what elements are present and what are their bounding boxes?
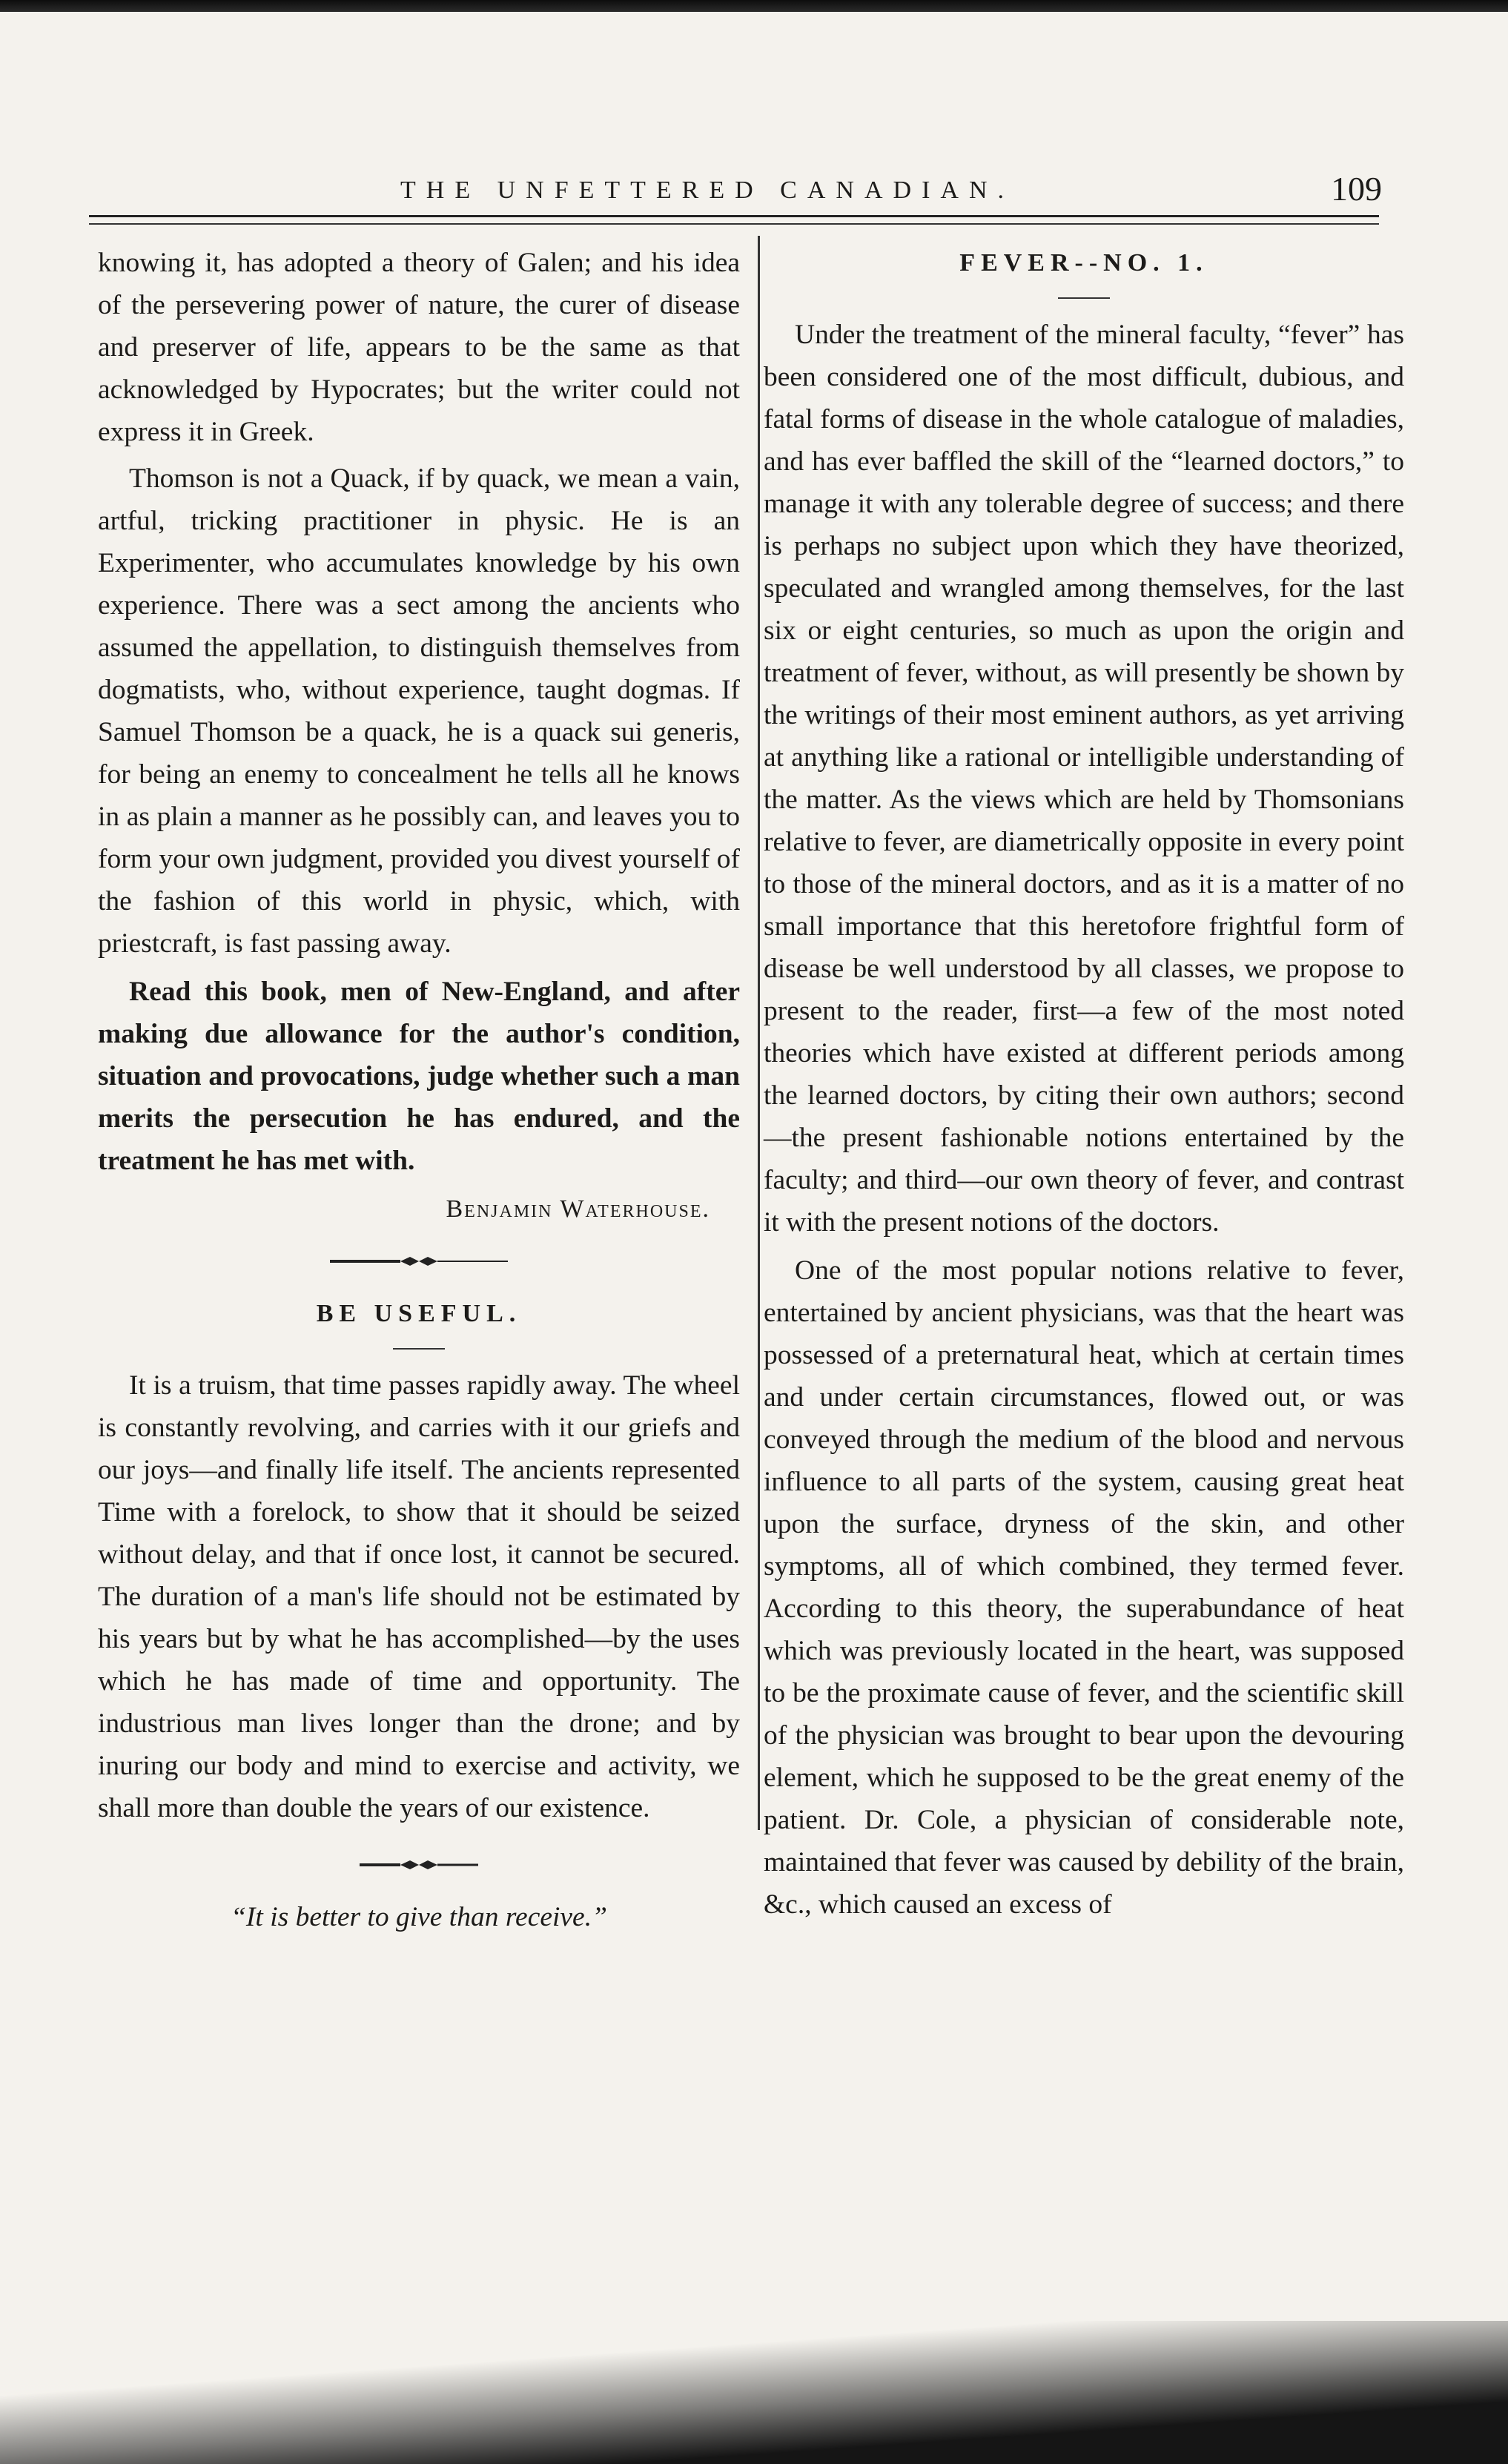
running-head: THE UNFETTERED CANADIAN. [400,176,1015,204]
page-header [89,165,1409,209]
ornament-divider-icon [323,1856,515,1874]
signature: Benjamin Waterhouse. [446,1195,710,1223]
section-title-be-useful: BE USEFUL. [316,1300,522,1327]
section-title-fever: FEVER--NO. 1. [959,249,1208,277]
closing-quote: “It is better to give than receive.” [231,1902,607,1932]
ornament-divider-icon [323,1252,515,1270]
left-column [98,242,740,1938]
left-paragraph-3: Read this book, men of New-England, and after making due allowance for the author's condition, situation and provocations, judge whether such a man merits the persecution he has endured, and the treatment he has met with. [98,977,740,1176]
top-scan-edge [0,0,1508,12]
right-paragraph-2: One of the most popular notions relative to fever, entertained by ancient physicians, was that the heart was possessed of a preternatural heat, which at certain times and under certain circumstances, flowed out, or was conveyed through the medium of the blood and nervous influence to all parts of the system, causing great heat upon the surface, dryness of the skin, and other symptoms, all of which combined, they termed fever. According to this theory, the superabundance of heat which was previously located in the heart, was supposed to be the proximate cause of fever, and the scientific skill of the physician was brought to bear upon the devouring element, which he supposed to be the great enemy of the patient. Dr. Cole, a physician of considerable note, maintained that fever was caused by debility of the brain, &c., which caused an excess of [764,1255,1404,1920]
left-paragraph-2: Thomson is not a Quack, if by quack, we mean a vain, artful, tricking practitioner in physic. He is an Experimenter, who accumulates knowledge by his own experience. There was a sect among the ancients who assumed the appellation, to distinguish themselves from dogmatists, who, without experience, taught dogmas. If Samuel Thomson be a quack, he is a quack sui generis, for being an enemy to concealment he tells all he knows in as plain a manner as he possibly can, and leaves you to form your own judgment, provided you divest yourself of the fashion of this world in physic, which, with priestcraft, is fast passing away. [98,463,740,959]
left-paragraph-4: It is a truism, that time passes rapidly away. The wheel is constantly revolving, and carries with it our griefs and our joys—and finally life itself. The ancients represented Time with a forelock, to show that it should be seized without delay, and that if once lost, it cannot be secured. The duration of a man's life should not be estimated by his years but by what he has accomplished—by the uses which he has made of time and opportunity. The industrious man lives longer than the drone; and by inuring our body and mind to exercise and activity, we shall more than double the years of our existence. [98,1370,740,1823]
bottom-scan-shadow [0,2321,1508,2464]
column-divider [758,236,760,1830]
title-rule [1058,297,1110,299]
right-paragraph-1: Under the treatment of the mineral faculty, “fever” has been considered one of the most difficult, dubious, and fatal forms of disease in the whole catalogue of maladies, and has ever baffled the skill of the “learned doctors,” to manage it with any tolerable degree of success; and there is perhaps no subject upon which they have theorized, speculated and wrangled among themselves, for the last six or eight centuries, so much as upon the origin and treatment of fever, without, as will presently be shown by the writings of their most eminent authors, as yet arriving at anything like a rational or intelligible understanding of the matter. As the views which are held by Thomsonians relative to fever, are diametrically opposite in every point to those of the mineral doctors, and as it is a matter of no small importance that this heretofore frightful form of disease be well understood by all classes, we propose to present to the reader, first—a few of the most noted theories which have existed at different periods among the learned doctors, by citing their own authors; second—the present fashionable notions entertained by the faculty; and third—our own theory of fever, and contrast it with the present notions of the doctors. [764,320,1404,1238]
title-rule [393,1348,445,1350]
page-number: 109 [1331,170,1382,208]
left-paragraph-1: knowing it, has adopted a theory of Galen; and his idea of the persevering power of nature, the curer of disease and preserver of life, appears to be the same as that acknowledged by Hypocrates; but the writer could not express it in Greek. [98,248,740,447]
right-column [764,242,1404,1926]
header-rule [89,215,1379,225]
